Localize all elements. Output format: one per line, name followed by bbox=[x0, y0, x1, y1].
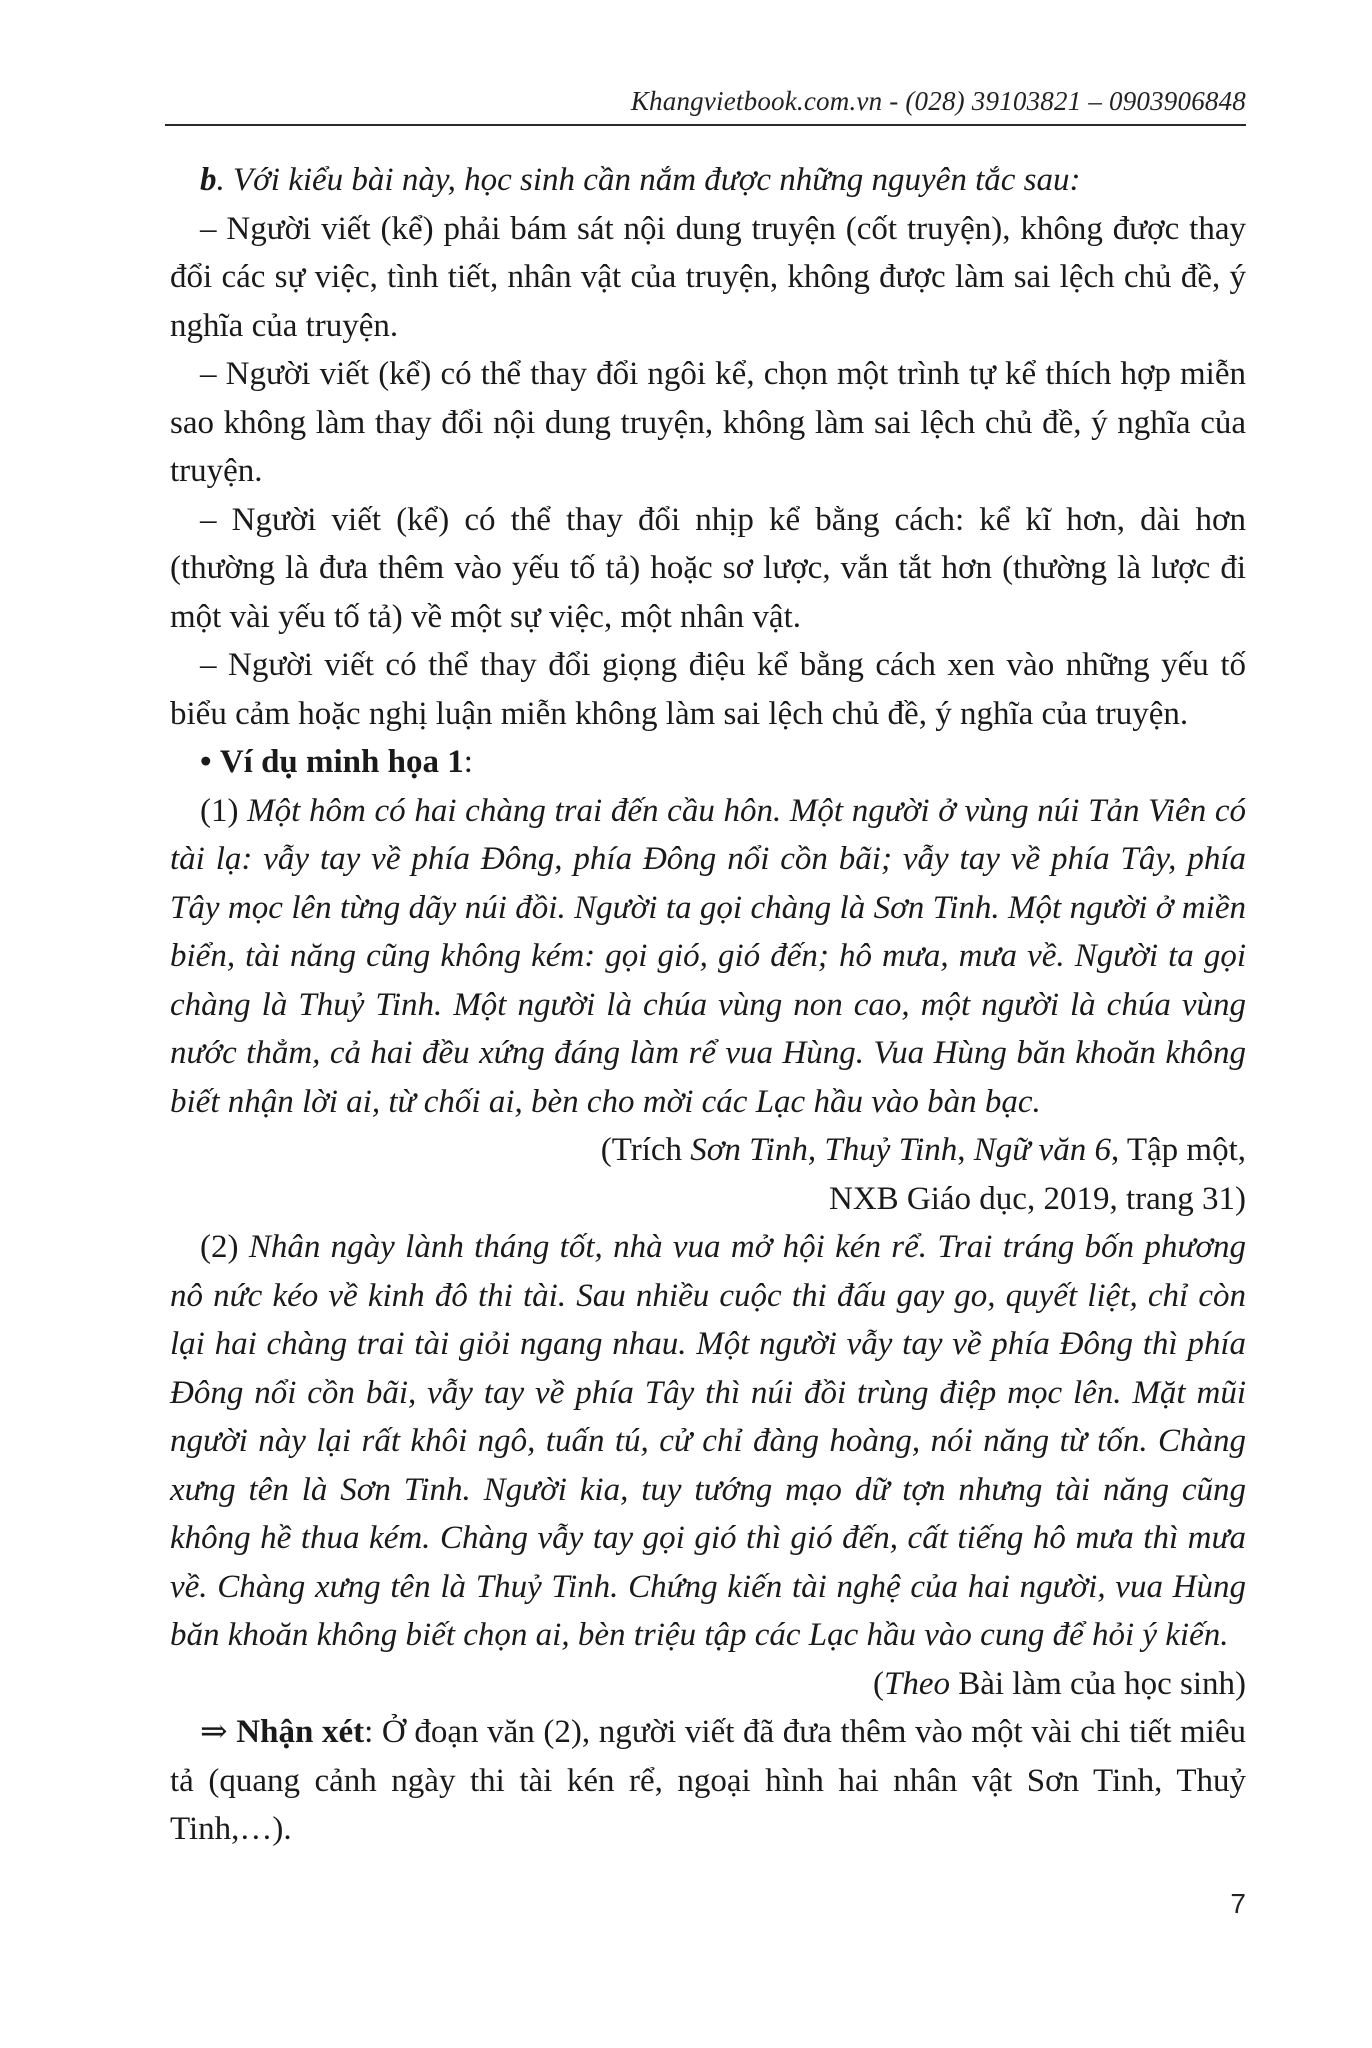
passage-1-citation bbox=[170, 1126, 1246, 1175]
citation-2-theo: Theo bbox=[883, 1665, 950, 1702]
page-number: 7 bbox=[1230, 1888, 1246, 1919]
passage-2-number: (2) bbox=[200, 1229, 239, 1265]
remark-text: : Ở đoạn văn (2), người viết đã đưa thêm vào một vài chi tiết miêu tả (quang cảnh ngày thi tài kén rể, ngoại hình hai nhân vật Sơn Tinh, Thuỷ Tinh,…). bbox=[170, 1714, 1246, 1847]
header-divider bbox=[165, 124, 1246, 126]
example-title: Ví dụ minh họa 1 bbox=[219, 744, 464, 780]
citation-1-work: Sơn Tinh, Thuỷ Tinh bbox=[690, 1132, 958, 1168]
rule-paragraph-1: – Người viết (kể) phải bám sát nội dung truyện (cốt truyện), không được thay đổi các sự việc, tình tiết, nhân vật của truyện, không được làm sai lệch chủ đề, ý nghĩa của truyện. bbox=[170, 210, 1246, 344]
citation-1-open: (Trích bbox=[600, 1132, 691, 1168]
bullet-icon: • bbox=[200, 744, 212, 780]
passage-1-text: Một hôm có hai chàng trai đến cầu hôn. Một người ở vùng núi Tản Viên có tài lạ: vẫy tay về phía Đông, phía Đông nổi cồn bãi; vẫy tay về phía Tây, phía Tây mọc lên từng dãy núi đồi. Người ta gọi chàng là Sơn Tinh. Một người ở miền biển, tài năng cũng không kém: gọi gió, gió đến; hô mưa, mưa về. Người ta gọi chàng là Thuỷ Tinh. Một người là chúa vùng non cao, một người là chúa vùng nước thẳm, cả hai đều xứng đáng làm rể vua Hùng. Vua Hùng băn khoăn không biết nhận lời ai, từ chối ai, bèn cho mời các Lạc hầu vào bàn bạc. bbox=[170, 792, 1247, 1120]
citation-1-rest: , Tập một, bbox=[1110, 1132, 1246, 1168]
page-content bbox=[170, 156, 1246, 1854]
citation-2-open: ( bbox=[872, 1665, 884, 1702]
rule-paragraph-3: – Người viết (kể) có thể thay đổi nhịp kể bằng cách: kể kĩ hơn, dài hơn (thường là đưa thêm vào yếu tố tả) hoặc sơ lược, vắn tắt hơn (thường là lược đi một vài yếu tố tả) về một sự việc, một nhân vật. bbox=[170, 501, 1246, 635]
remark-label: Nhận xét bbox=[236, 1714, 365, 1750]
citation-1-sep: , bbox=[957, 1132, 974, 1168]
example-title-colon: : bbox=[463, 744, 473, 780]
citation-2-rest: Bài làm của học sinh) bbox=[949, 1665, 1246, 1702]
passage-2-text: Nhân ngày lành tháng tốt, nhà vua mở hội kén rể. Trai tráng bốn phương nô nức kéo về kinh đô thi tài. Sau nhiều cuộc thi đấu gay go, quyết liệt, chỉ còn lại hai chàng trai tài giỏi ngang nhau. Một người vẫy tay về phía Đông thì phía Đông nổi cồn bãi, vẫy tay về phía Tây thì núi đồi trùng điệp mọc lên. Mặt mũi người này lại rất khôi ngô, tuấn tú, cử chỉ đàng hoàng, nói năng từ tốn. Chàng xưng tên là Sơn Tinh. Người kia, tuy tướng mạo dữ tợn nhưng tài năng cũng không hề thua kém. Chàng vẫy tay gọi gió thì gió đến, cất tiếng hô mưa thì mưa về. Chàng xưng tên là Thuỷ Tinh. Chứng kiến tài nghệ của hai người, vua Hùng băn khoăn không biết chọn ai, bèn triệu tập các Lạc hầu vào cung để hỏi ý kiến. bbox=[170, 1229, 1247, 1653]
passage-2-citation bbox=[170, 1660, 1246, 1709]
passage-1-citation-line2: NXB Giáo dục, 2019, trang 31) bbox=[828, 1180, 1246, 1217]
citation-1-book: Ngữ văn 6 bbox=[973, 1132, 1111, 1168]
rule-paragraph-4: – Người viết có thể thay đổi giọng điệu kể bằng cách xen vào những yếu tố biểu cảm hoặc nghị luận miễn không làm sai lệch chủ đề, ý nghĩa của truyện. bbox=[170, 647, 1246, 732]
remark-paragraph bbox=[170, 1708, 1246, 1854]
passage-2 bbox=[170, 1223, 1246, 1660]
page-header: Khangvietbook.com.vn - (028) 39103821 – 0903906848 bbox=[630, 86, 1246, 116]
example-heading bbox=[170, 738, 1246, 787]
passage-1-number: (1) bbox=[200, 792, 239, 829]
rule-paragraph-2: – Người viết (kể) có thể thay đổi ngôi kể, chọn một trình tự kể thích hợp miễn sao không làm thay đổi nội dung truyện, không làm sai lệch chủ đề, ý nghĩa của truyện. bbox=[170, 356, 1246, 489]
arrow-icon: ⇒ bbox=[200, 1714, 228, 1750]
section-intro-text: . Với kiểu bài này, học sinh cần nắm được những nguyên tắc sau: bbox=[216, 162, 1081, 198]
section-marker: b bbox=[200, 162, 217, 198]
passage-1 bbox=[170, 787, 1246, 1127]
section-b-intro bbox=[170, 156, 1246, 205]
